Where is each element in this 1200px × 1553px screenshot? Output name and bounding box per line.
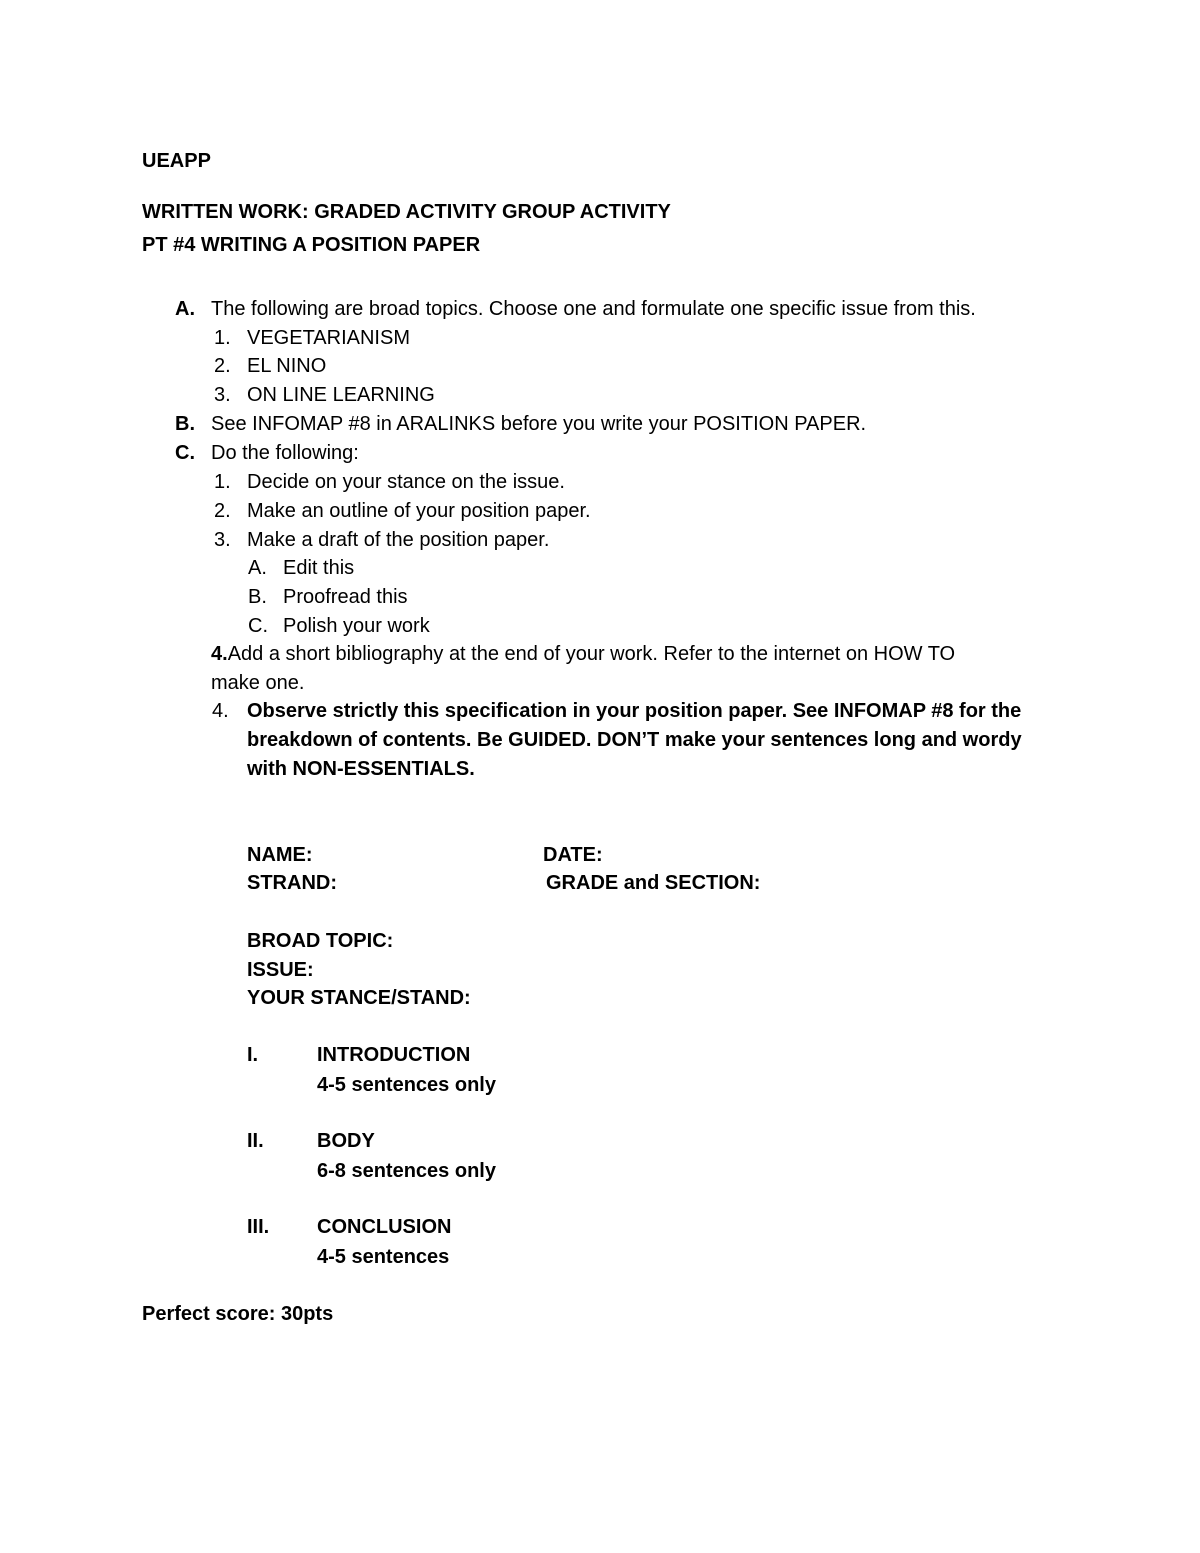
- issue-label: ISSUE:: [247, 959, 314, 981]
- outline-title: INTRODUCTION: [317, 1044, 471, 1066]
- sub-item: Proofread this: [283, 586, 408, 608]
- list-item: ON LINE LEARNING: [247, 384, 435, 406]
- list-item: Decide on your stance on the issue.: [247, 471, 565, 493]
- outline-note: 4-5 sentences: [317, 1246, 450, 1268]
- strand-label: STRAND:: [247, 872, 337, 894]
- section-c-marker: C.: [175, 442, 195, 464]
- bibliography-text: Add a short bibliography at the end of your work. Refer to the internet on HOW TO: [227, 643, 956, 665]
- outline-title: CONCLUSION: [317, 1216, 452, 1238]
- list-item-number: 1.: [214, 327, 231, 349]
- outline-numeral: III.: [247, 1216, 270, 1238]
- course-code: UEAPP: [142, 150, 211, 172]
- list-item: Make a draft of the position paper.: [247, 529, 550, 551]
- outline-numeral: I.: [247, 1044, 259, 1066]
- section-b-marker: B.: [175, 413, 195, 435]
- list-item-number: 4.: [212, 700, 229, 722]
- list-item: Make an outline of your position paper.: [247, 500, 591, 522]
- section-c-text: Do the following:: [211, 442, 359, 464]
- bibliography-text-cont: make one.: [211, 672, 305, 694]
- bibliography-instruction: [211, 644, 955, 664]
- specification-note: Observe strictly this specification in your position paper. See INFOMAP #8 for the: [247, 700, 1022, 722]
- list-item-number: 2.: [214, 355, 231, 377]
- sub-item-marker: B.: [248, 586, 267, 608]
- list-item: EL NINO: [247, 355, 327, 377]
- sub-item: Edit this: [283, 557, 355, 579]
- section-a-text: The following are broad topics. Choose one and formulate one specific issue from this.: [211, 298, 976, 320]
- list-item-number: 1.: [214, 471, 231, 493]
- stance-label: YOUR STANCE/STAND:: [247, 987, 471, 1009]
- name-label: NAME:: [247, 844, 313, 866]
- date-label: DATE:: [543, 844, 603, 866]
- outline-title: BODY: [317, 1130, 375, 1152]
- section-b-text: See INFOMAP #8 in ARALINKS before you write your POSITION PAPER.: [211, 413, 867, 435]
- list-item-number: 4.: [211, 643, 228, 665]
- outline-numeral: II.: [247, 1130, 264, 1152]
- outline-note: 6-8 sentences only: [317, 1160, 496, 1182]
- sub-item: Polish your work: [283, 615, 430, 637]
- sub-item-marker: C.: [248, 615, 268, 637]
- grade-section-label: GRADE and SECTION:: [546, 872, 761, 894]
- section-a-marker: A.: [175, 298, 195, 320]
- list-item-number: 3.: [214, 529, 231, 551]
- page-title: WRITTEN WORK: GRADED ACTIVITY GROUP ACTIVITY: [142, 201, 671, 223]
- sub-item-marker: A.: [248, 557, 267, 579]
- specification-note-cont: breakdown of contents. Be GUIDED. DON’T make your sentences long and wordy: [247, 729, 1022, 751]
- outline-note: 4-5 sentences only: [317, 1074, 496, 1096]
- list-item: VEGETARIANISM: [247, 327, 410, 349]
- page-subtitle: PT #4 WRITING A POSITION PAPER: [142, 234, 481, 256]
- broad-topic-label: BROAD TOPIC:: [247, 930, 394, 952]
- perfect-score: Perfect score: 30pts: [142, 1303, 334, 1325]
- specification-note-cont: with NON-ESSENTIALS.: [247, 758, 475, 780]
- list-item-number: 3.: [214, 384, 231, 406]
- list-item-number: 2.: [214, 500, 231, 522]
